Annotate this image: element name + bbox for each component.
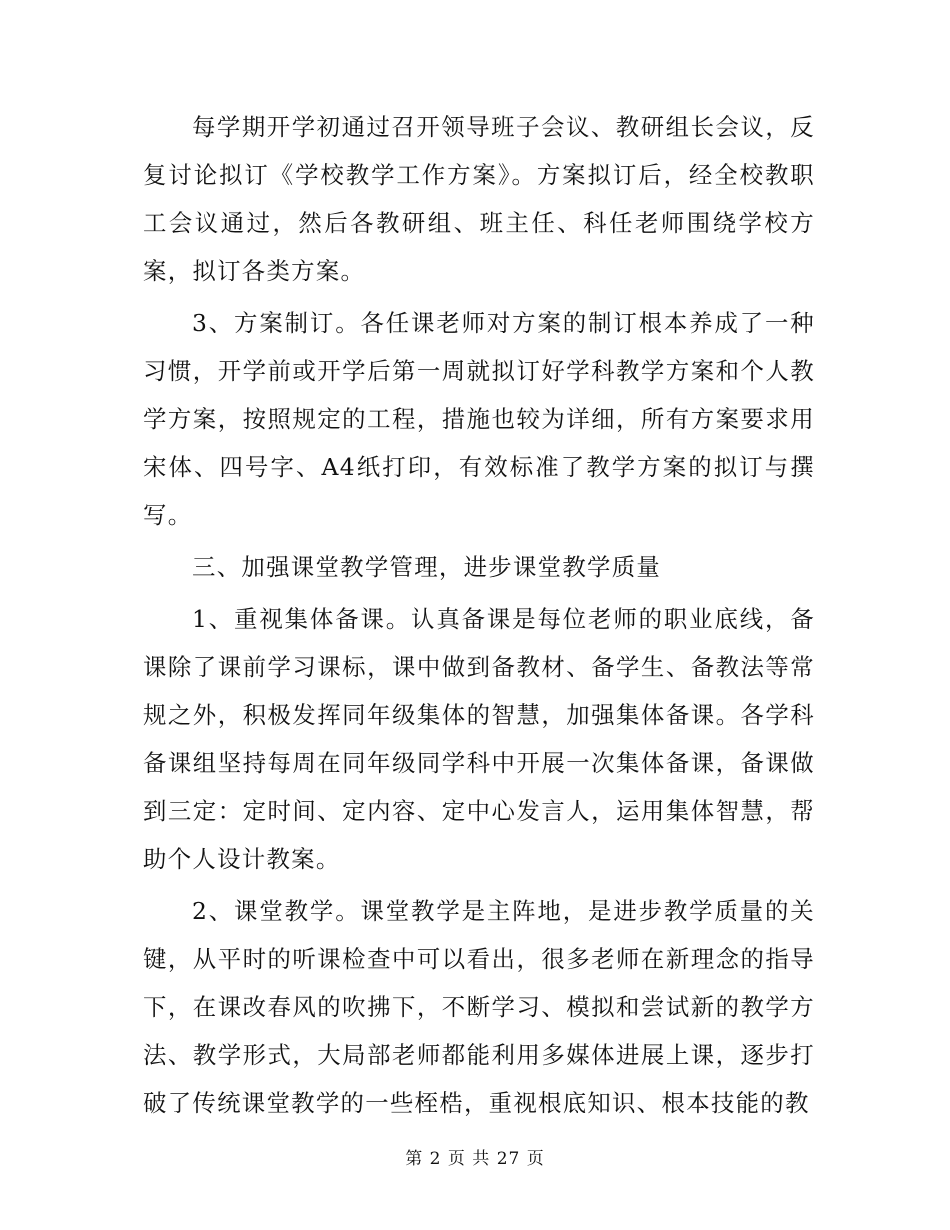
paragraph-classroom-teaching: 2、课堂教学。课堂教学是主阵地，是进步教学质量的关键，从平时的听课检查中可以看出，很多老师在新理念的指导下，在课改春风的吹拂下，不断学习、模拟和尝试新的教学方法、教学形式，大局部老师都能利用多媒体进展上课，逐步打破了传统课堂教学的一些桎梏，重视根底知识、根本技能的教 xyxy=(143,897,815,1117)
paragraph-collective-lesson-prep: 1、重视集体备课。认真备课是每位老师的职业底线，备课除了课前学习课标，课中做到备教材、备学生、备教法等常规之外，积极发挥同年级集体的智慧，加强集体备课。各学科备课组坚持每周在同年级同学科中开展一次集体备课，备课做到三定：定时间、定内容、定中心发言人，运用集体智慧，帮助个人设计教案。 xyxy=(143,605,815,873)
document-body xyxy=(143,103,815,1127)
paragraph-plan-discussion: 每学期开学初通过召开领导班子会议、教研组长会议，反复讨论拟订《学校教学工作方案》。方案拟订后，经全校教职工会议通过，然后各教研组、班主任、科任老师围绕学校方案，拟订各类方案。 xyxy=(143,113,815,285)
paragraph-plan-formulation: 3、方案制订。各任课老师对方案的制订根本养成了一种习惯，开学前或开学后第一周就拟订好学科教学方案和个人教学方案，按照规定的工程，措施也较为详细，所有方案要求用宋体、四号字、A4纸打印，有效标准了教学方案的拟订与撰写。 xyxy=(143,309,815,529)
page-number-footer: 第 2 页 共 27 页 xyxy=(405,1149,545,1169)
section-heading-classroom-management: 三、加强课堂教学管理，进步课堂教学质量 xyxy=(192,553,662,581)
